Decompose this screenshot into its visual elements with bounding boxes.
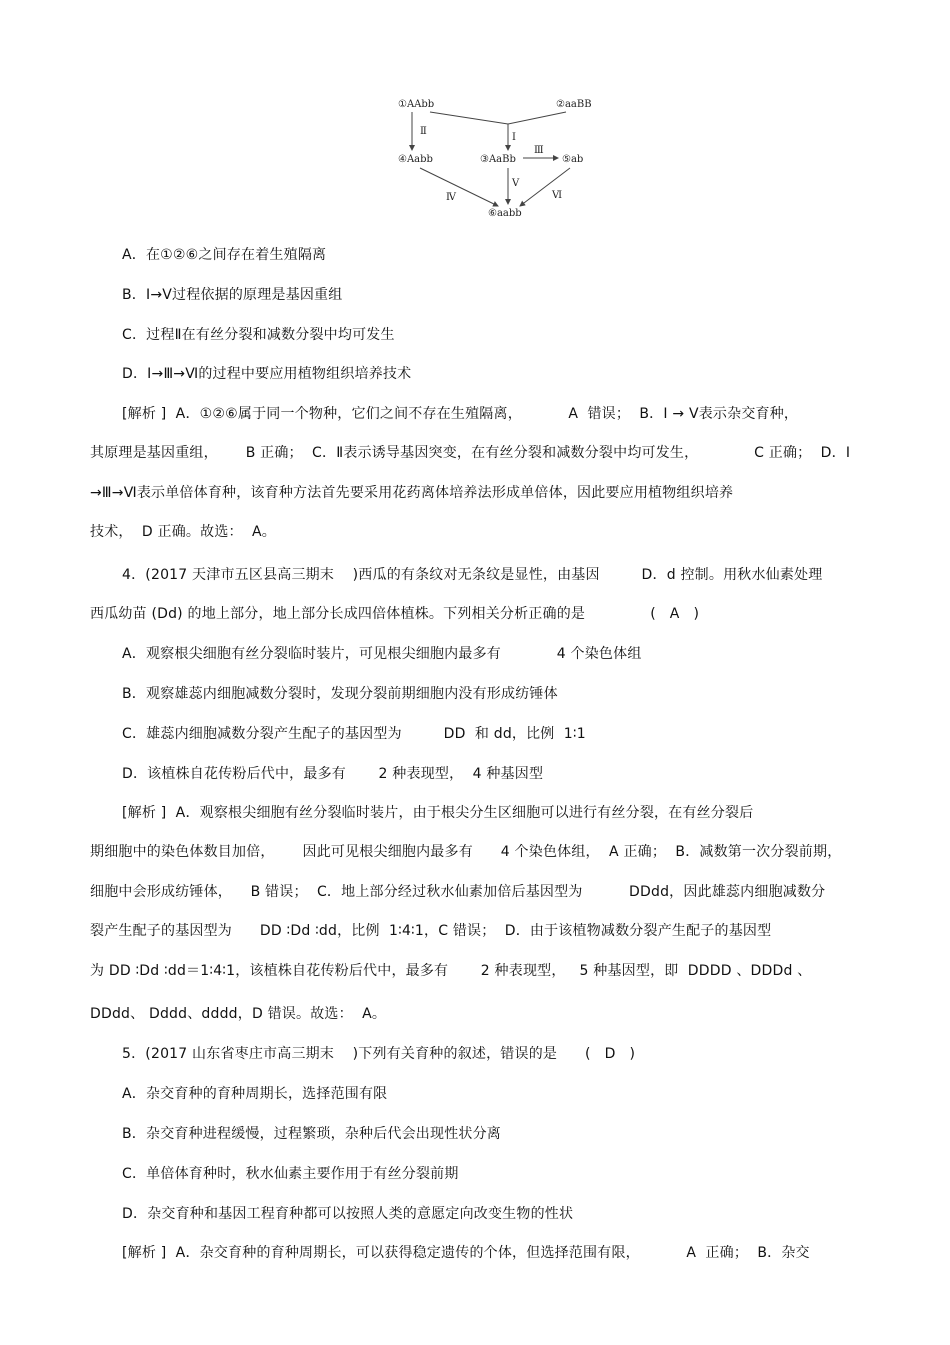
node-4: ④Aabb xyxy=(398,154,433,165)
label-V: Ⅴ xyxy=(512,178,520,189)
join-line-2 xyxy=(508,112,566,124)
q4-analysis-line-6: DDdd、 Dddd、dddd，D 错误。故选： A。 xyxy=(90,1006,387,1022)
q3-option-c: C．过程Ⅱ在有丝分裂和减数分裂中均可发生 xyxy=(122,327,395,343)
label-VI: Ⅵ xyxy=(552,190,563,201)
q3-option-b: B．Ⅰ→Ⅴ过程依据的原理是基因重组 xyxy=(122,287,343,303)
q3-analysis-line-3: →Ⅲ→Ⅵ表示单倍体育种，该育种方法首先要采用花药离体培养法形成单倍体，因此要应用植物组织培养 xyxy=(90,485,734,501)
q4-analysis-line-5: 为 DD ∶Dd ∶dd＝1∶4∶1，该植株自花传粉后代中，最多有 2 种表现型， 5 种基因型，即 DDDD 、DDDd 、 xyxy=(90,963,812,979)
join-line-1 xyxy=(430,112,508,124)
q4-stem-line-1: 4．(2017 天津市五区县高三期末 )西瓜的有条纹对无条纹是显性，由基因 D．d 控制。用秋水仙素处理 xyxy=(122,567,823,583)
q4-option-b: B．观察雄蕊内细胞减数分裂时，发现分裂前期细胞内没有形成纺锤体 xyxy=(122,686,558,702)
arrow-VI xyxy=(520,168,570,206)
q4-analysis-line-3: 细胞中会形成纺锤体， B 错误； C．地上部分经过秋水仙素加倍后基因型为 DDdd，因此雄蕊内细胞减数分 xyxy=(90,884,826,900)
q4-analysis-line-4: 裂产生配子的基因型为 DD ∶Dd ∶dd，比例 1∶4∶1，C 错误； D．由于该植物减数分裂产生配子的基因型 xyxy=(90,923,772,939)
node-5: ⑤ab xyxy=(562,154,584,165)
label-III: Ⅲ xyxy=(534,145,544,156)
q4-stem-line-2: 西瓜幼苗 (Dd) 的地上部分，地上部分长成四倍体植株。下列相关分析正确的是 ( A ) xyxy=(90,606,700,622)
q5-option-d: D．杂交育种和基因工程育种都可以按照人类的意愿定向改变生物的性状 xyxy=(122,1206,574,1222)
q4-analysis-line-2: 期细胞中的染色体数目加倍， 因此可见根尖细胞内最多有 4 个染色体组， A 正确； B．减数第一次分裂前期， xyxy=(90,844,842,860)
q3-analysis-line-1: [解析 ] A．①②⑥属于同一个物种，它们之间不存在生殖隔离， A 错误； B．Ⅰ → Ⅴ表示杂交育种， xyxy=(122,406,799,422)
label-IV: Ⅳ xyxy=(446,192,456,203)
q5-option-b: B．杂交育种进程缓慢，过程繁琐，杂种后代会出现性状分离 xyxy=(122,1126,502,1142)
q4-option-d: D．该植株自花传粉后代中，最多有 2 种表现型， 4 种基因型 xyxy=(122,766,544,782)
q4-option-a: A．观察根尖细胞有丝分裂临时装片，可见根尖细胞内最多有 4 个染色体组 xyxy=(122,646,642,662)
q3-analysis-line-4: 技术， D 正确。故选： A。 xyxy=(90,524,277,540)
q3-option-a: A．在①②⑥之间存在着生殖隔离 xyxy=(122,247,327,263)
label-II: Ⅱ xyxy=(420,126,427,137)
q5-option-a: A．杂交育种的育种周期长，选择范围有限 xyxy=(122,1086,388,1102)
node-1: ①AAbb xyxy=(398,99,435,110)
q4-option-c: C．雄蕊内细胞减数分裂产生配子的基因型为 DD 和 dd，比例 1∶1 xyxy=(122,726,586,742)
arrow-IV xyxy=(420,168,498,206)
node-6: ⑥aabb xyxy=(488,208,522,219)
q5-stem: 5．(2017 山东省枣庄市高三期末 )下列有关育种的叙述，错误的是 ( D ) xyxy=(122,1046,636,1062)
breeding-diagram xyxy=(390,90,610,220)
q3-option-d: D．Ⅰ→Ⅲ→Ⅵ的过程中要应用植物组织培养技术 xyxy=(122,366,412,382)
q4-analysis-line-1: [解析 ] A．观察根尖细胞有丝分裂临时装片，由于根尖分生区细胞可以进行有丝分裂，在有丝分裂后 xyxy=(122,805,754,821)
q5-option-c: C．单倍体育种时，秋水仙素主要作用于有丝分裂前期 xyxy=(122,1166,459,1182)
label-I: Ⅰ xyxy=(512,132,516,143)
q3-analysis-line-2: 其原理是基因重组， B 正确； C．Ⅱ表示诱导基因突变，在有丝分裂和减数分裂中均可发生， C 正确； D．Ⅰ xyxy=(90,445,851,461)
node-2: ②aaBB xyxy=(556,99,592,110)
node-3: ③AaBb xyxy=(480,154,516,165)
q5-analysis-line-1: [解析 ] A．杂交育种的育种周期长，可以获得稳定遗传的个体，但选择范围有限， A 正确； B．杂交 xyxy=(122,1245,810,1261)
